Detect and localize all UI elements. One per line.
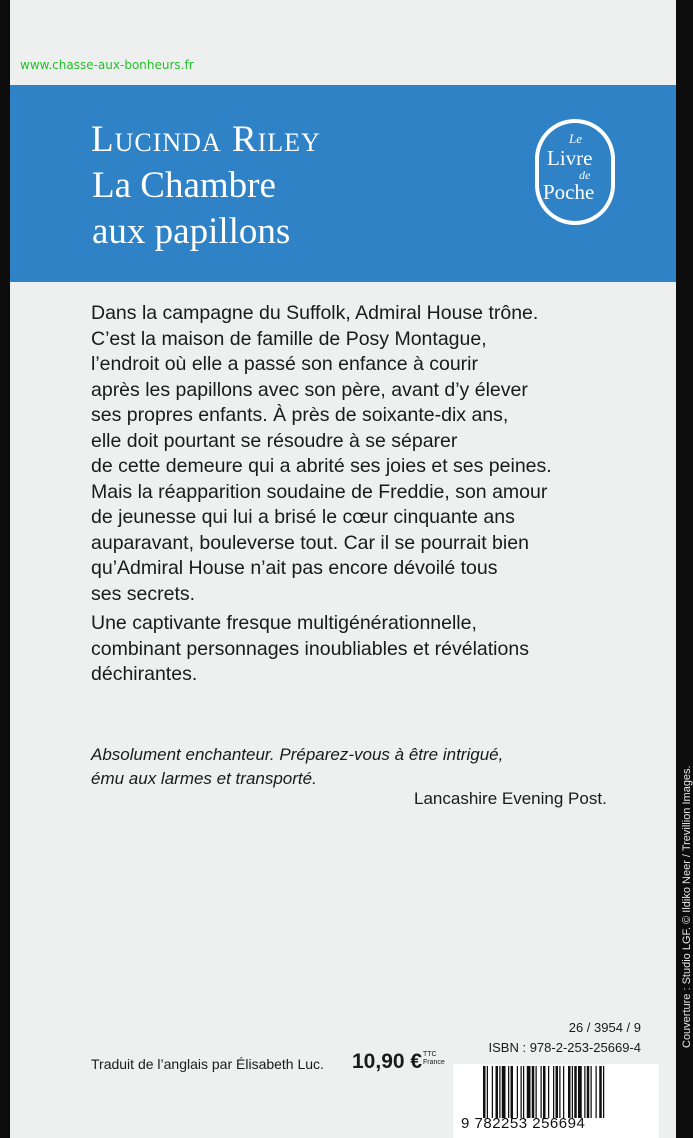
blurb: [91, 301, 651, 688]
quote-line-2: ému aux larmes et transporté.: [91, 769, 317, 788]
barcode-bar: [553, 1066, 554, 1118]
livre-de-poche-logo: [533, 117, 617, 227]
quote-line-1: Absolument enchanteur. Préparez-vous à être intrigué,: [91, 745, 504, 764]
blurb-line: après les papillons avec son père, avant d’y élever: [91, 378, 528, 401]
barcode-bar: [532, 1066, 535, 1118]
blurb-line: combinant personnages inoubliables et révélations: [91, 637, 529, 660]
edition-code: 26 / 3954 / 9: [568, 1020, 641, 1035]
barcode-bar: [543, 1066, 546, 1118]
title-line-1: La Chambre: [92, 165, 276, 206]
barcode-bar: [578, 1066, 582, 1118]
blurb-line: Mais la réapparition soudaine de Freddie, son amour: [91, 480, 548, 503]
barcode-bar: [527, 1066, 531, 1118]
logo-de: de: [579, 168, 591, 182]
edition-codes: [489, 1018, 641, 1058]
barcode-bar: [591, 1066, 592, 1118]
blurb-line: déchirantes.: [91, 663, 198, 685]
barcode-bar: [596, 1066, 597, 1118]
quote-source: Lancashire Evening Post.: [414, 789, 607, 808]
barcode-bar: [499, 1066, 500, 1118]
barcode-bar: [496, 1066, 499, 1118]
blurb-line: Une captivante fresque multigénérationnelle,: [91, 612, 477, 634]
blurb-line: Dans la campagne du Suffolk, Admiral House trône.: [91, 302, 539, 324]
barcode-bar: [563, 1066, 564, 1118]
barcode-bar: [541, 1066, 542, 1118]
blurb-line: C’est la maison de famille de Posy Montague,: [91, 327, 487, 350]
barcode-bar: [517, 1066, 518, 1118]
blurb-line: qu’Admiral House n’ait pas encore dévoilé tous: [91, 557, 498, 579]
blurb-line: auparavant, bouleverse tout. Car il se pourrait bien: [91, 531, 529, 554]
press-quote: [91, 743, 503, 791]
barcode: [483, 1066, 647, 1118]
barcode-bar: [508, 1066, 509, 1118]
barcode-bar: [523, 1066, 524, 1118]
barcode-bar: [483, 1066, 486, 1118]
barcode-bar: [572, 1066, 573, 1118]
price: 10,90 €: [352, 1050, 423, 1073]
book-title: [92, 163, 290, 255]
barcode-bar: [559, 1066, 560, 1118]
barcode-bar: [548, 1066, 549, 1118]
barcode-bar: [584, 1066, 585, 1118]
cover-credit: Couverture : Studio LGF. © Ildiko Neer / Trevillion Images.: [681, 765, 693, 1048]
barcode-bar: [511, 1066, 514, 1118]
blurb-line: ses propres enfants. À près de soixante-dix ans,: [91, 404, 509, 426]
barcode-bar: [587, 1066, 590, 1118]
barcode-bar: [556, 1066, 559, 1118]
barcode-bar: [487, 1066, 488, 1118]
isbn: ISBN : 978-2-253-25669-4: [488, 1040, 641, 1055]
blurb-line: ses secrets.: [91, 582, 196, 605]
barcode-bar: [574, 1066, 577, 1118]
barcode-bar: [521, 1066, 522, 1118]
watermark-link[interactable]: www.chasse-aux-bonheurs.fr: [20, 58, 194, 72]
barcode-bar: [599, 1066, 602, 1118]
ttc-label: TTC: [423, 1051, 437, 1058]
author-name: Lucinda Riley: [91, 119, 321, 160]
logo-livre: Livre: [547, 146, 593, 170]
price-tax-note: [423, 1051, 445, 1067]
barcode-bar: [502, 1066, 506, 1118]
blurb-line: elle doit pourtant se résoudre à se séparer: [91, 429, 458, 452]
barcode-bar: [492, 1066, 493, 1118]
barcode-bar: [568, 1066, 571, 1118]
blurb-line: de jeunesse qui lui a brisé le cœur cinquante ans: [91, 506, 515, 528]
logo-poche: Poche: [543, 180, 595, 204]
barcode-bar: [603, 1066, 604, 1118]
country-label: France: [423, 1059, 445, 1066]
barcode-bar: [536, 1066, 537, 1118]
barcode-number: 9 782253 256694: [461, 1115, 586, 1132]
title-line-2: aux papillons: [92, 211, 291, 252]
translator-credit: Traduit de l’anglais par Élisabeth Luc.: [91, 1056, 324, 1072]
blurb-line: de cette demeure qui a abrité ses joies et ses peines.: [91, 455, 552, 477]
logo-le: Le: [569, 131, 582, 146]
blurb-line: l’endroit où elle a passé son enfance à courir: [91, 353, 478, 375]
